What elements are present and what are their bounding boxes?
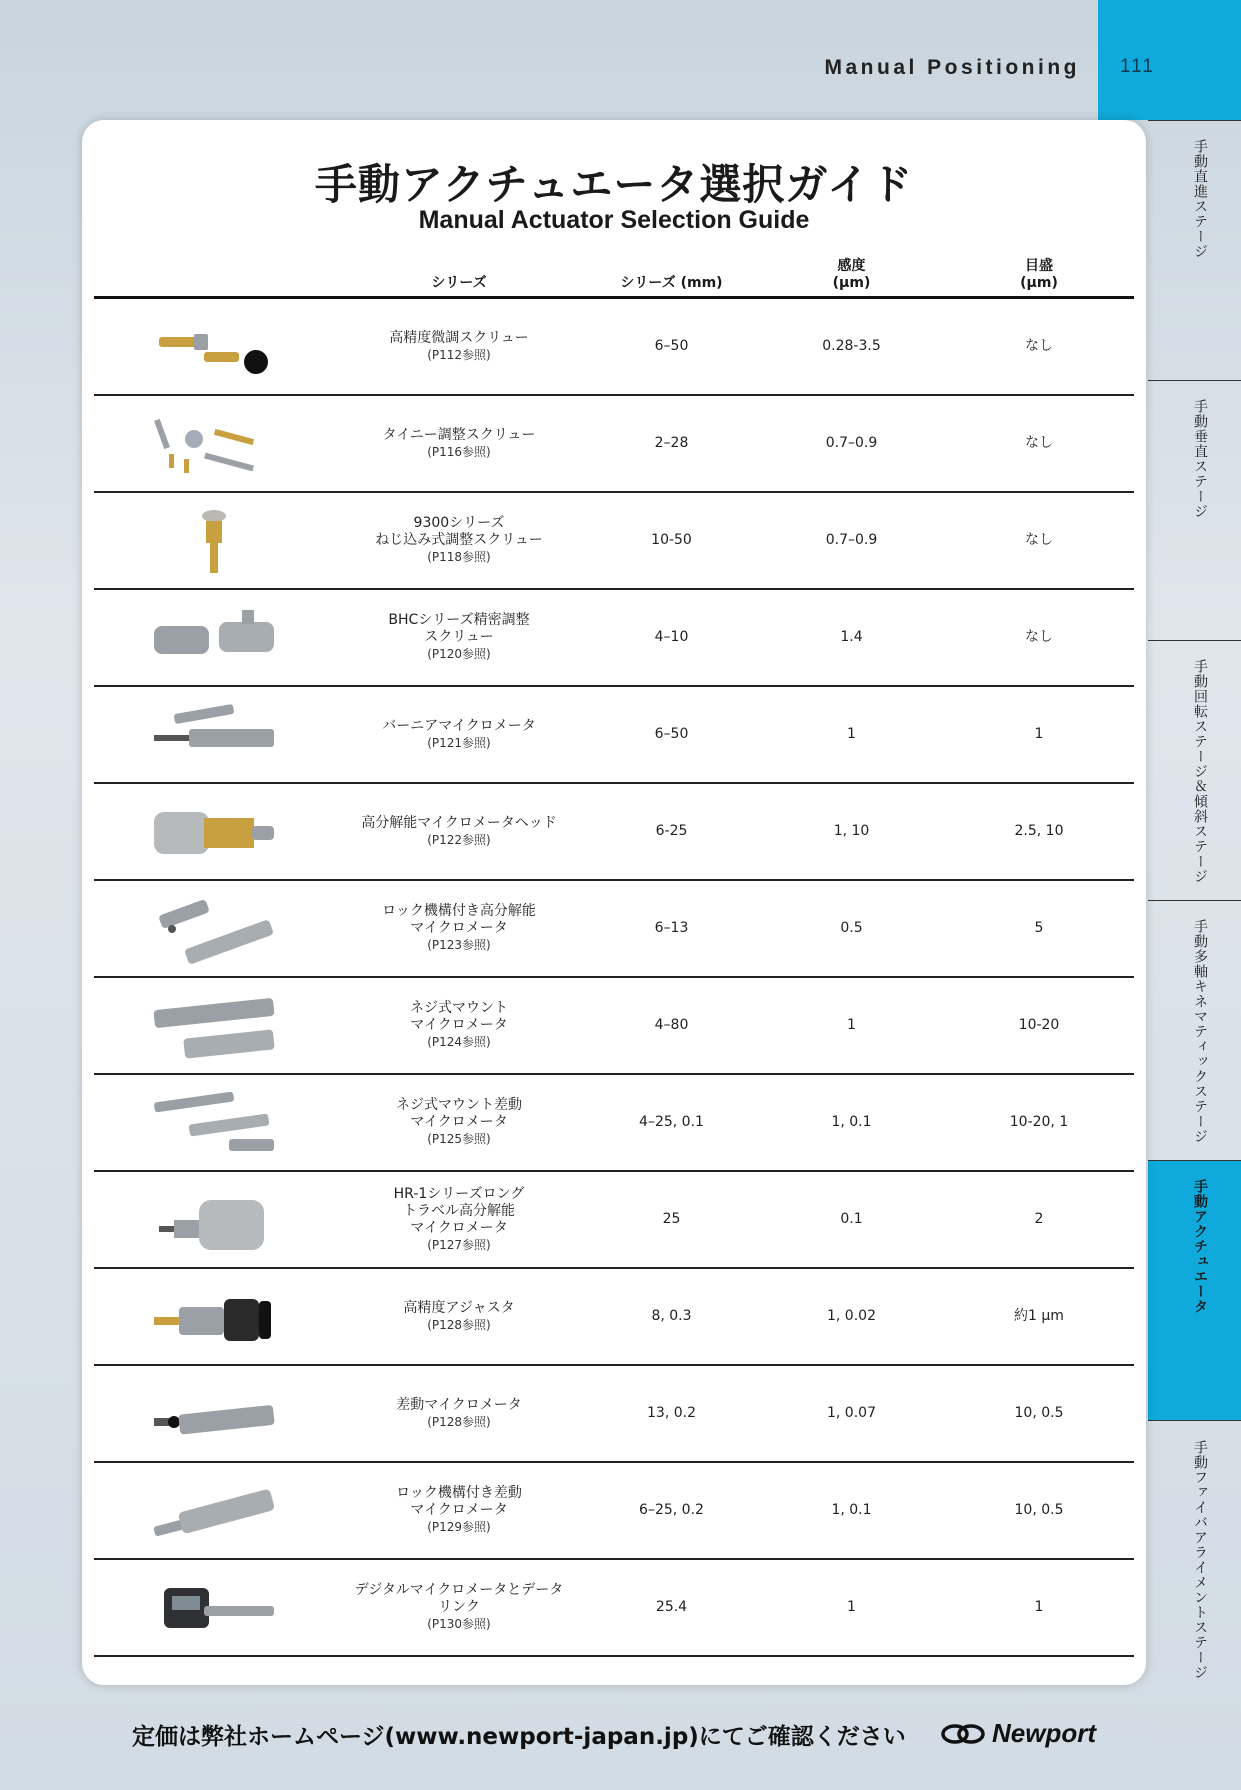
newport-logo-icon (940, 1722, 986, 1746)
table-row (94, 396, 1134, 493)
graduation-cell: 5 (1034, 920, 1044, 936)
graduation-cell: 10-20 (1018, 1017, 1060, 1033)
sensitivity-cell: 1, 0.1 (831, 1502, 872, 1518)
sensitivity-cell: 1 (847, 726, 856, 742)
product-image (94, 687, 334, 782)
sensitivity-cell: 1.4 (840, 629, 863, 645)
series-name-line: マイクロメータ (410, 1219, 508, 1236)
product-image (94, 1463, 334, 1558)
product-image (94, 881, 334, 976)
locking-diff-micrometer-icon (144, 1471, 284, 1551)
table-row (94, 493, 1134, 590)
product-image (94, 1172, 334, 1267)
table-row (94, 1075, 1134, 1172)
series-cell (334, 1269, 584, 1364)
sensitivity-cell: 0.7–0.9 (825, 532, 878, 548)
side-tabs (1148, 120, 1241, 1430)
sensitivity-cell: 1, 0.07 (827, 1405, 876, 1421)
product-image (94, 1075, 334, 1170)
page-reference-link[interactable]: (P125参照) (427, 1132, 491, 1146)
long-travel-micrometer-icon (144, 1180, 284, 1260)
series-cell (334, 299, 584, 394)
travel-cell: 6–50 (654, 338, 689, 354)
graduation-cell: なし (1025, 629, 1053, 645)
page-reference-link[interactable]: (P123参照) (427, 938, 491, 952)
series-name-line: HR-1シリーズロング (393, 1185, 525, 1202)
table-row (94, 1463, 1134, 1560)
col-header-series (334, 260, 584, 294)
graduation-cell: なし (1025, 435, 1053, 451)
travel-cell: 4–25, 0.1 (639, 1114, 704, 1130)
travel-cell: 4–80 (654, 1017, 689, 1033)
series-name-line: ネジ式マウント差動 (396, 1097, 522, 1113)
table-row (94, 1366, 1134, 1463)
sensitivity-cell: 0.1 (840, 1211, 863, 1227)
travel-cell: 25 (662, 1211, 681, 1227)
series-name-line: ロック機構付き差動 (396, 1485, 522, 1501)
series-cell (334, 784, 584, 879)
graduation-cell: 2 (1034, 1211, 1044, 1227)
section-title: Manual Positioning (824, 56, 1080, 79)
page-title-ja: 手動アクチュエータ選択ガイド (314, 160, 914, 209)
series-name-line: 差動マイクロメータ (396, 1396, 522, 1413)
col-header-graduation (944, 260, 1134, 294)
series-name-line: タイニー調整スクリュー (382, 426, 536, 443)
sensitivity-cell: 1, 0.1 (831, 1114, 872, 1130)
side-tab-actuator[interactable] (1148, 1160, 1241, 1420)
precision-adjuster-icon (144, 1277, 284, 1357)
vernier-micrometer-icon (144, 695, 284, 775)
travel-cell: 6–25, 0.2 (639, 1502, 704, 1518)
series-name-line: デジタルマイクロメータとデータ (354, 1582, 564, 1598)
product-image (94, 493, 334, 588)
diff-micrometer-icon (144, 1374, 284, 1454)
micrometer-head-icon (144, 792, 284, 872)
col-header-travel-label: シリーズ (mm) (620, 275, 723, 291)
series-cell (334, 1366, 584, 1461)
series-name-line: ねじ込み式調整スクリュー (375, 532, 543, 548)
series-name-line: マイクロメータ (410, 1114, 508, 1130)
page-reference-link[interactable]: (P128参照) (427, 1317, 491, 1332)
series-cell (334, 978, 584, 1073)
side-tab-kinematic[interactable] (1148, 900, 1241, 1160)
series-name-line: マイクロメータ (410, 1502, 508, 1518)
series-cell (334, 493, 584, 588)
fine-adjust-screw-icon (144, 307, 284, 387)
bhc-screw-icon (144, 598, 284, 678)
product-image (94, 1366, 334, 1461)
digital-micrometer-icon (144, 1568, 284, 1648)
page-reference-link[interactable]: (P112参照) (427, 347, 491, 362)
graduation-cell: なし (1025, 532, 1053, 548)
travel-cell: 2–28 (654, 435, 689, 451)
table-row (94, 590, 1134, 687)
series-name-line: ロック機構付き高分解能 (382, 903, 536, 919)
graduation-cell: 1 (1034, 1599, 1044, 1615)
series-name-line: スクリュー (424, 629, 494, 645)
table-row (94, 1269, 1134, 1366)
side-tab-fiber[interactable]: 手動ファイバアライメントステージ (1192, 1440, 1208, 1680)
travel-cell: 25.4 (655, 1599, 688, 1615)
side-tab-label: 手動垂直ステージ (1192, 399, 1208, 519)
series-name-line: 9300シリーズ (413, 515, 505, 531)
col-header-sensitivity (759, 260, 944, 294)
page-number: 111 (1120, 56, 1155, 77)
side-tab-label: 手動多軸キネマティックステージ (1192, 919, 1208, 1144)
graduation-cell: 10, 0.5 (1014, 1502, 1064, 1518)
product-image (94, 299, 334, 394)
thread-mount-micrometer-icon (144, 986, 284, 1066)
col-header-sensitivity-unit: (µm) (832, 275, 871, 291)
travel-cell: 4–10 (654, 629, 689, 645)
sensitivity-cell: 1, 0.02 (827, 1308, 876, 1324)
page-reference-link[interactable]: (P130参照) (427, 1617, 491, 1631)
series-name-line: 高精度微調スクリュー (389, 329, 529, 346)
graduation-cell: 約1 µm (1014, 1308, 1064, 1324)
series-cell (334, 1075, 584, 1170)
graduation-cell: 1 (1034, 726, 1044, 742)
table-row (94, 1172, 1134, 1269)
col-header-graduation-label: 目盛 (1025, 258, 1053, 274)
side-tab-linear[interactable] (1148, 120, 1241, 380)
series-cell (334, 687, 584, 782)
page-reference-link[interactable]: (P129参照) (427, 1520, 491, 1534)
sensitivity-cell: 0.28-3.5 (822, 338, 881, 354)
graduation-cell: 10-20, 1 (1009, 1114, 1069, 1130)
page-reference-link[interactable]: (P116参照) (427, 444, 491, 459)
series-name-line: ネジ式マウント (410, 1000, 508, 1016)
page-reference-link[interactable]: (P127参照) (427, 1237, 491, 1252)
series-name-line: バーニアマイクロメータ (382, 717, 536, 734)
series-name-line: リンク (438, 1599, 480, 1615)
selection-guide-card (82, 120, 1146, 1685)
sensitivity-cell: 0.5 (840, 920, 863, 936)
travel-cell: 8, 0.3 (651, 1308, 692, 1324)
travel-cell: 6–13 (654, 920, 689, 936)
table-row (94, 881, 1134, 978)
side-tab-rotation[interactable] (1148, 640, 1241, 900)
product-image (94, 590, 334, 685)
table-row (94, 978, 1134, 1075)
sensitivity-cell: 1 (847, 1017, 856, 1033)
side-tab-label: 手動回転ステージ＆傾斜ステージ (1192, 659, 1208, 884)
series-name-line: 高分解能マイクロメータヘッド (361, 814, 557, 831)
product-image (94, 978, 334, 1073)
series-cell (334, 1172, 584, 1267)
series-name-line: 高精度アジャスタ (403, 1299, 515, 1316)
page-reference-link[interactable]: (P120参照) (427, 647, 491, 661)
footer-note: 定価は弊社ホームページ(www.newport-japan.jp)にてご確認ください (132, 1724, 906, 1750)
page-reference-link[interactable]: (P124参照) (427, 1035, 491, 1049)
side-tab-label: 手動アクチュエータ (1192, 1179, 1208, 1314)
product-image (94, 1560, 334, 1655)
travel-cell: 13, 0.2 (647, 1405, 696, 1421)
page-number-box (1098, 0, 1241, 120)
page-reference-link[interactable]: (P121参照) (427, 735, 491, 750)
series-cell (334, 590, 584, 685)
graduation-cell: なし (1025, 338, 1053, 354)
side-tab-fiber-divider (1148, 1420, 1241, 1430)
newport-logo-text: Newport (992, 1718, 1096, 1748)
series-cell (334, 1463, 584, 1558)
newport-logo (940, 1718, 1096, 1749)
sensitivity-cell: 1, 10 (833, 823, 870, 839)
col-header-travel (584, 260, 759, 294)
page-reference-link[interactable]: (P122参照) (427, 832, 491, 847)
col-header-graduation-unit: (µm) (1020, 275, 1058, 291)
product-image (94, 784, 334, 879)
series-name-line: トラベル高分解能 (403, 1202, 515, 1219)
series-cell (334, 1560, 584, 1655)
product-image (94, 396, 334, 491)
series-cell (334, 396, 584, 491)
page-reference-link[interactable]: (P128参照) (427, 1414, 491, 1429)
page-title-en: Manual Actuator Selection Guide (418, 206, 810, 234)
travel-cell: 10-50 (651, 532, 692, 548)
table-row (94, 784, 1134, 881)
graduation-cell: 10, 0.5 (1014, 1405, 1064, 1421)
differential-micrometer-icon (144, 1083, 284, 1163)
side-tab-vertical[interactable] (1148, 380, 1241, 640)
table-row (94, 299, 1134, 396)
sensitivity-cell: 0.7–0.9 (825, 435, 878, 451)
col-header-sensitivity-label: 感度 (837, 258, 866, 274)
graduation-cell: 2.5, 10 (1014, 823, 1064, 839)
series-name-line: マイクロメータ (410, 920, 508, 936)
product-image (94, 1269, 334, 1364)
col-header-series-label: シリーズ (431, 275, 487, 291)
page-reference-link[interactable]: (P118参照) (427, 550, 491, 564)
travel-cell: 6-25 (655, 823, 688, 839)
table-row (94, 687, 1134, 784)
table-row (94, 1560, 1134, 1657)
tiny-adjust-screw-icon (144, 404, 284, 484)
travel-cell: 6–50 (654, 726, 689, 742)
series-name-line: マイクロメータ (410, 1017, 508, 1033)
sensitivity-cell: 1 (847, 1599, 856, 1615)
locking-micrometer-icon (144, 889, 284, 969)
series-name-line: BHCシリーズ精密調整 (388, 612, 530, 628)
series-cell (334, 881, 584, 976)
thumb-screw-icon (144, 501, 284, 581)
side-tab-label: 手動直進ステージ (1192, 139, 1208, 259)
